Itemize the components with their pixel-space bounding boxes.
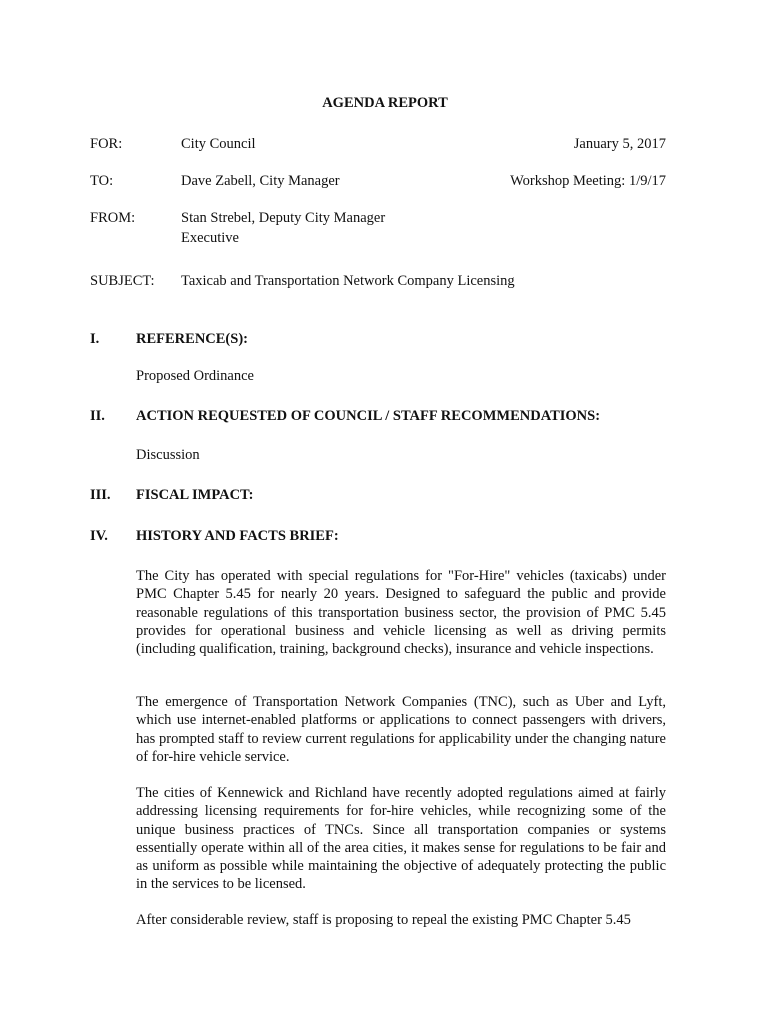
from-label: FROM: (90, 210, 136, 226)
section-3-number: III. (90, 487, 111, 503)
header-to-row (90, 171, 666, 191)
section-3-title: FISCAL IMPACT: (136, 487, 254, 503)
section-1-number: I. (90, 331, 100, 347)
header-subject-row (90, 271, 666, 291)
section-2-title: ACTION REQUESTED OF COUNCIL / STAFF RECOMMENDATIONS: (136, 408, 601, 424)
section-2-body: Discussion (136, 447, 200, 463)
paragraph-1: The City has operated with special regulations for "For-Hire" vehicles (taxicabs) under PMC Chapter 5.45 for nearly 20 years. Designed to safeguard the public and provide reasonable regulations of this transportation business sector, the provision of PMC 5.45 provides for operational business and vehicle licensing as well as driving permits (including qualification, training, background checks), insurance and vehicle inspections. (136, 568, 666, 658)
subject-value: Taxicab and Transportation Network Company Licensing (181, 273, 515, 289)
section-4-title: HISTORY AND FACTS BRIEF: (136, 528, 339, 544)
paragraph-4: After considerable review, staff is proposing to repeal the existing PMC Chapter 5.45 (136, 912, 631, 928)
paragraph-3: The cities of Kennewick and Richland have recently adopted regulations aimed at fairly addressing licensing requirements for for-hire vehicles, while recognizing some of the unique business practices of TNCs. Since all transportation companies or systems essentially operate within all of the area cities, it makes sense for regulations to be fair and as uniform as possible while maintaining the objective of adequately protecting the public in the services to be licensed. (136, 785, 666, 893)
subject-label: SUBJECT: (90, 273, 155, 289)
header-from-row (90, 208, 666, 248)
report-date: January 5, 2017 (573, 136, 666, 152)
from-value-line2: Executive (181, 230, 239, 246)
from-value-line1: Stan Strebel, Deputy City Manager (181, 210, 386, 226)
section-1-title: REFERENCE(S): (136, 331, 248, 347)
section-2-number: II. (90, 408, 105, 424)
to-label: TO: (90, 173, 114, 189)
meeting-date: Workshop Meeting: 1/9/17 (510, 173, 666, 189)
for-label: FOR: (90, 136, 123, 152)
page-title: AGENDA REPORT (322, 95, 448, 111)
section-4-number: IV. (90, 528, 108, 544)
for-value: City Council (181, 136, 256, 152)
to-value: Dave Zabell, City Manager (181, 173, 340, 189)
header-for-row (90, 134, 666, 154)
section-1-body: Proposed Ordinance (136, 368, 254, 384)
paragraph-2: The emergence of Transportation Network Companies (TNC), such as Uber and Lyft, which use internet-enabled platforms or applications to connect passengers with drivers, has prompted staff to review current regulations for applicability under the changing nature of for-hire vehicle service. (136, 694, 666, 765)
